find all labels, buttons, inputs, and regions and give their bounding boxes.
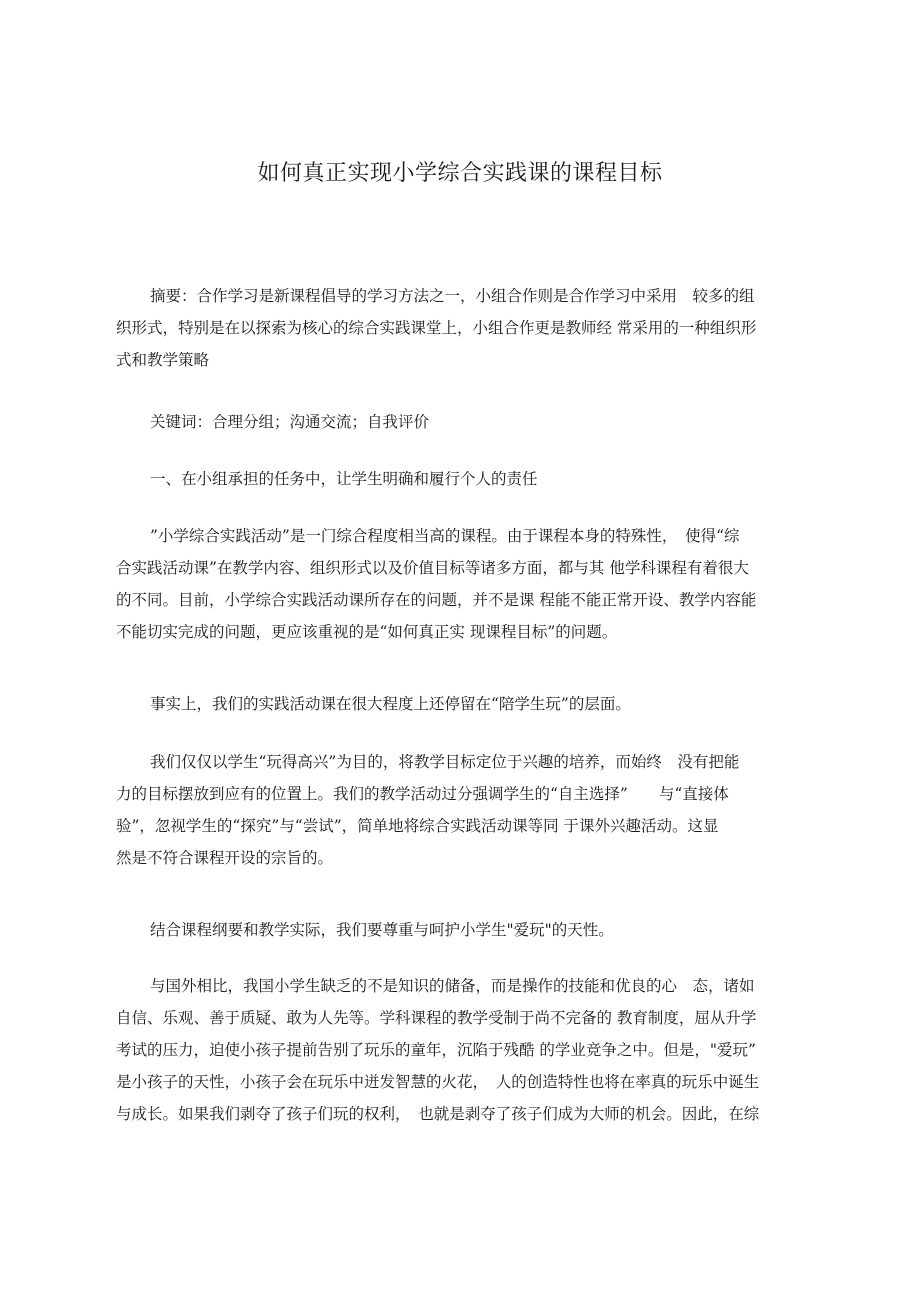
keywords-paragraph <box>116 406 810 438</box>
text-line: 关键词：合理分组；沟通交流；自我评价 <box>150 413 430 431</box>
text-line: 是小孩子的天性，小孩子会在玩乐中迸发智慧的火花， 人的创造特性也将在率真的玩乐中诞生 <box>116 1073 760 1091</box>
text-line: 自信、乐观、善于质疑、敢为人先等。学科课程的教学受制于尚不完备的 教育制度，屈从升学 <box>116 1009 757 1027</box>
body-paragraph <box>116 520 810 648</box>
text-line: 的不同。目前，小学综合实践活动课所存在的问题，并不是课 程能不能正常开设、教学内容能 <box>116 591 757 609</box>
body-paragraph <box>116 688 810 720</box>
text-line: 我们仅仅以学生“玩得高兴”为目的，将教学目标定位于兴趣的培养，而始终 没有把能 <box>150 753 740 771</box>
text-line: 织形式，特别是在以探索为核心的综合实践课堂上，小组合作更是教师经 常采用的一种组织形 <box>116 319 757 337</box>
text-line: 与国外相比，我国小学生缺乏的不是知识的储备，而是操作的技能和优良的心 态，诸如 <box>150 977 755 995</box>
text-line: 不能切实完成的问题，更应该重视的是“如何真正实 现课程目标”的问题。 <box>116 623 618 641</box>
body-paragraph <box>116 970 810 1130</box>
text-line: ”小学综合实践活动”是一门综合程度相当高的课程。由于课程本身的特殊性， 使得“综 <box>150 527 740 545</box>
section-heading <box>116 463 810 495</box>
text-line: 力的目标摆放到应有的位置上。我们的教学活动过分强调学生的“自主选择” 与“直接体 <box>116 785 729 803</box>
document-title: 如何真正实现小学综合实践课的课程目标 <box>257 161 663 186</box>
text-line: 考试的压力，迫使小孩子提前告别了玩乐的童年，沉陷于残酷 的学业竞争之中。但是，"爱玩” <box>116 1041 756 1059</box>
text-line: 合实践活动课”在教学内容、组织形式以及价值目标等诸多方面，都与其 他学科课程有着很大 <box>116 559 749 577</box>
text-line: 式和教学策略 <box>116 351 210 369</box>
text-line: 一、在小组承担的任务中，让学生明确和履行个人的责任 <box>150 470 538 488</box>
text-line: 事实上，我们的实践活动课在很大程度上还停留在“陪学生玩”的层面。 <box>150 695 631 713</box>
body-paragraph <box>116 746 810 874</box>
text-line: 结合课程纲要和教学实际，我们要尊重与呵护小学生"爱玩"的天性。 <box>150 921 614 939</box>
text-line: 与成长。如果我们剥夺了孩子们玩的权利， 也就是剥夺了孩子们成为大师的机会。因此，在综 <box>116 1105 760 1123</box>
body-paragraph <box>116 914 810 946</box>
text-line: 然是不符合课程开设的宗旨的。 <box>116 849 334 867</box>
abstract-paragraph <box>116 280 810 376</box>
text-line: 摘要：合作学习是新课程倡导的学习方法之一，小组合作则是合作学习中采用 较多的组 <box>150 287 755 305</box>
text-line: 验”，忽视学生的“探究”与“尝试”，简单地将综合实践活动课等同 于课外兴趣活动。这显 <box>116 817 719 835</box>
